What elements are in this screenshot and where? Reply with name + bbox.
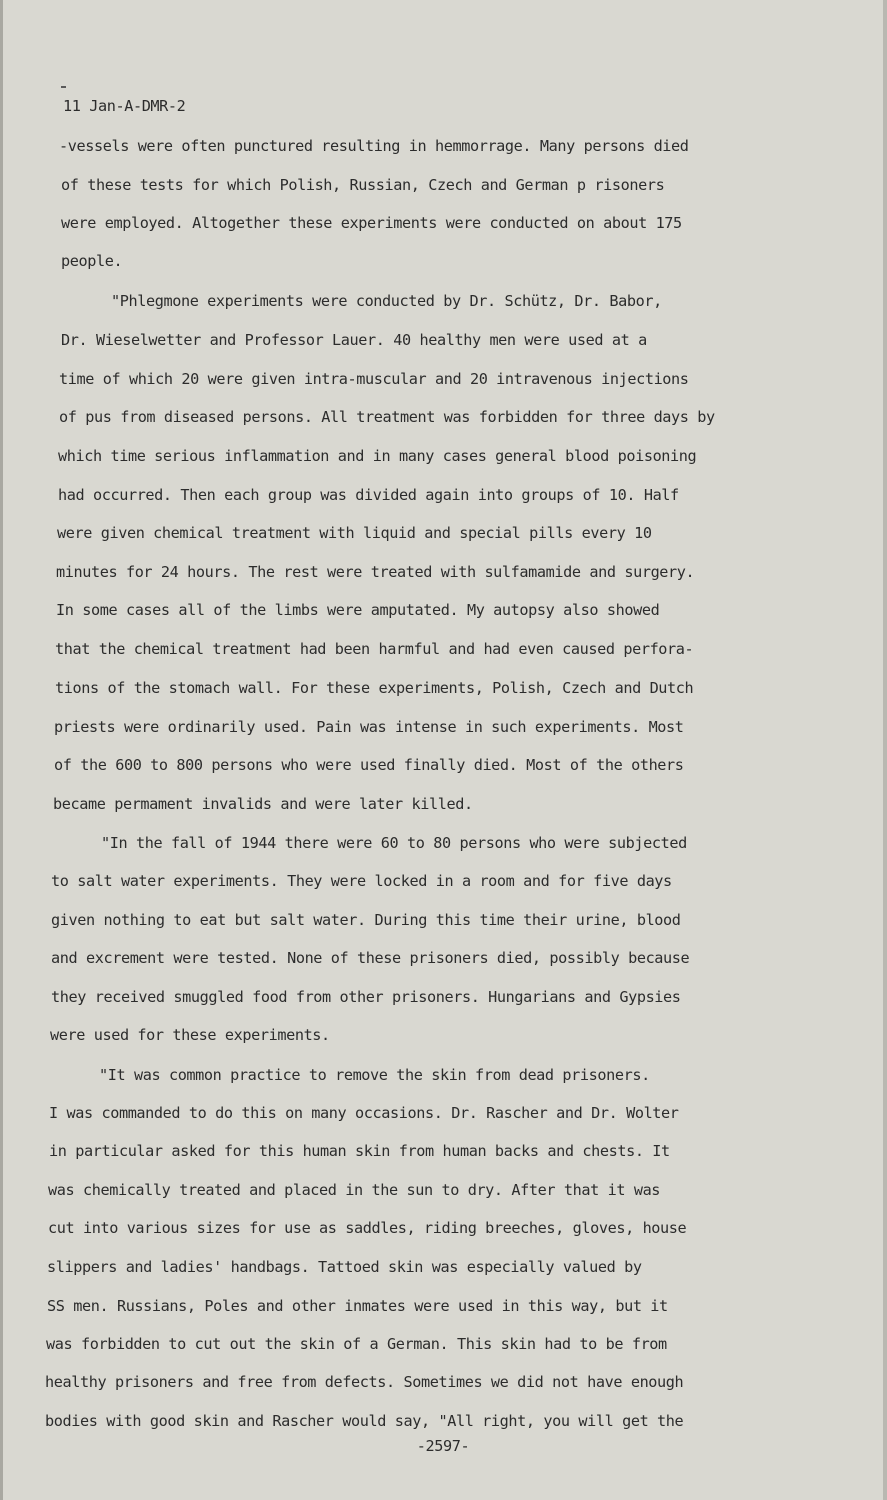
text-line: which time serious inflammation and in many cases general blood poisoning	[58, 447, 697, 465]
text-line: were used for these experiments.	[50, 1026, 330, 1044]
text-line: Dr. Wieselwetter and Professor Lauer. 40 healthy men were used at a	[61, 331, 647, 349]
text-line: bodies with good skin and Rascher would say, "All right, you will get the	[45, 1412, 684, 1430]
corner-mark	[61, 86, 66, 88]
text-line: priests were ordinarily used. Pain was intense in such experiments. Most	[54, 718, 684, 736]
text-line: "Phlegmone experiments were conducted by Dr. Schütz, Dr. Babor,	[111, 292, 662, 310]
text-line: that the chemical treatment had been harmful and had even caused perfora-	[55, 640, 694, 658]
text-line: of pus from diseased persons. All treatment was forbidden for three days by	[59, 408, 715, 426]
text-line: healthy prisoners and free from defects. Sometimes we did not have enough	[45, 1373, 684, 1391]
text-line: of the 600 to 800 persons who were used finally died. Most of the others	[54, 756, 684, 774]
text-line: of these tests for which Polish, Russian, Czech and German p risoners	[61, 176, 665, 194]
text-line: had occurred. Then each group was divided again into groups of 10. Half	[58, 486, 679, 504]
text-line: slippers and ladies' handbags. Tattoed skin was especially valued by	[47, 1258, 642, 1276]
text-line: was chemically treated and placed in the sun to dry. After that it was	[48, 1181, 661, 1199]
text-line: were given chemical treatment with liquid and special pills every 10	[57, 524, 652, 542]
text-line: was forbidden to cut out the skin of a German. This skin had to be from	[46, 1335, 667, 1353]
text-line: in particular asked for this human skin from human backs and chests. It	[49, 1142, 670, 1160]
text-line: time of which 20 were given intra-muscular and 20 intravenous injections	[59, 370, 689, 388]
text-line: given nothing to eat but salt water. During this time their urine, blood	[51, 911, 681, 929]
text-line: became permament invalids and were later killed.	[53, 795, 473, 813]
text-line: people.	[61, 252, 123, 270]
text-line: "In the fall of 1944 there were 60 to 80 persons who were subjected	[101, 834, 687, 852]
text-line: -vessels were often punctured resulting in hemmorrage. Many persons died	[59, 137, 689, 155]
document-header: 11 Jan-A-DMR-2	[63, 97, 186, 115]
text-line: they received smuggled food from other prisoners. Hungarians and Gypsies	[51, 988, 681, 1006]
page-number: -2597-	[416, 1437, 470, 1455]
text-line: "It was common practice to remove the skin from dead prisoners.	[99, 1066, 650, 1084]
text-line: SS men. Russians, Poles and other inmates were used in this way, but it	[47, 1297, 668, 1315]
text-line: minutes for 24 hours. The rest were treated with sulfamamide and surgery.	[56, 563, 695, 581]
text-line: cut into various sizes for use as saddles, riding breeches, gloves, house	[48, 1219, 687, 1237]
text-line: to salt water experiments. They were locked in a room and for five days	[51, 872, 672, 890]
text-line: and excrement were tested. None of these prisoners died, possibly because	[51, 949, 690, 967]
text-line: In some cases all of the limbs were amputated. My autopsy also showed	[56, 601, 660, 619]
text-line: were employed. Altogether these experiments were conducted on about 175	[61, 214, 682, 232]
text-line: I was commanded to do this on many occasions. Dr. Rascher and Dr. Wolter	[49, 1104, 679, 1122]
text-line: tions of the stomach wall. For these experiments, Polish, Czech and Dutch	[55, 679, 694, 697]
